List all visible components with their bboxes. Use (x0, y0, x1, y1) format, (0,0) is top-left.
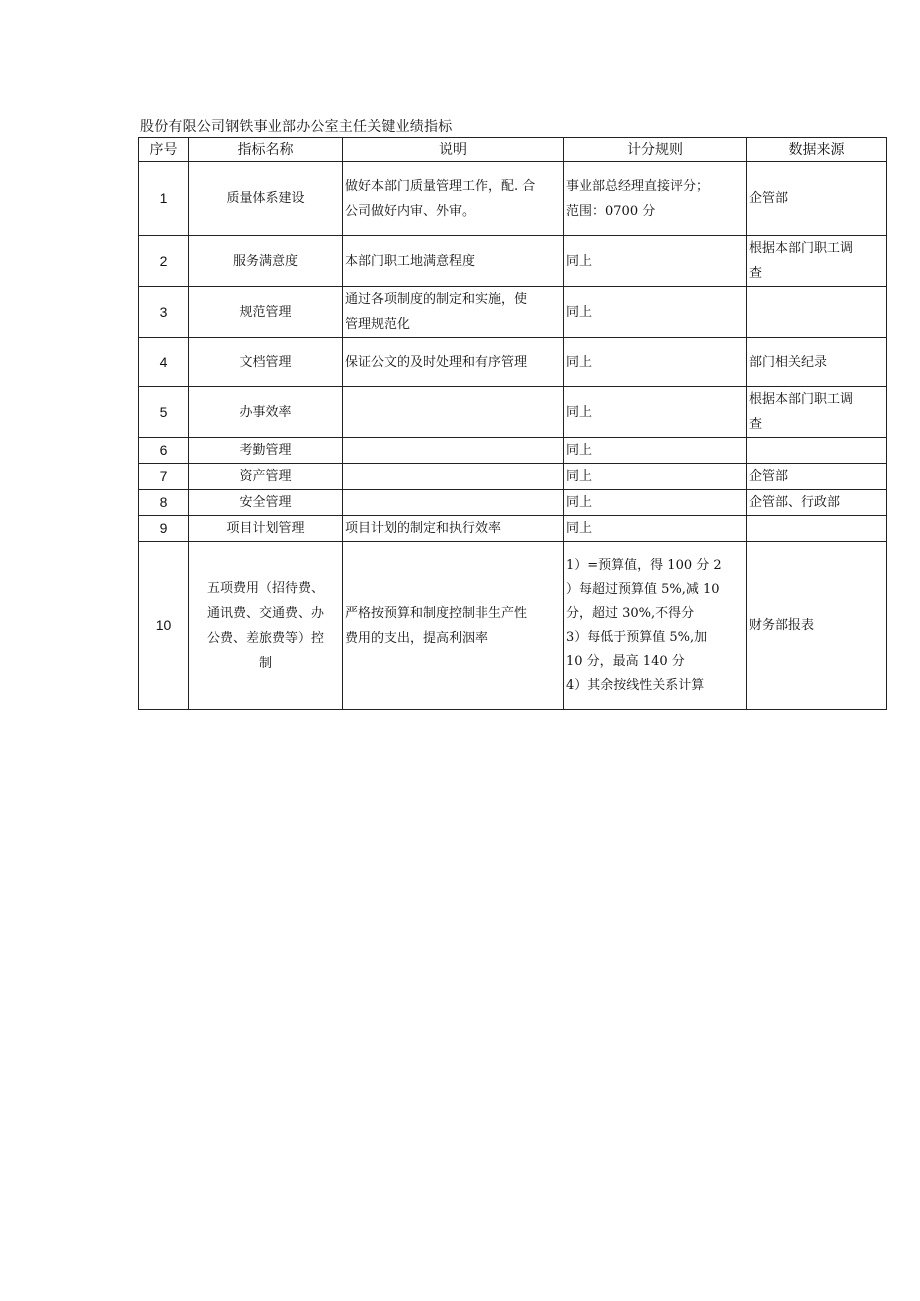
description-line: 公司做好内审、外审。 (345, 203, 476, 219)
source-line: 查 (749, 417, 763, 432)
data-source (747, 516, 887, 542)
row-number: 8 (139, 490, 189, 516)
rule-line: 事业部总经理直接评分； (566, 178, 710, 194)
data-source (747, 338, 887, 387)
scoring-rule (564, 162, 747, 236)
source-line: 根据本部门职工调 (749, 241, 854, 256)
indicator-name: 考勤管理 (189, 438, 343, 464)
row-number: 2 (139, 236, 189, 287)
name-line: 五项费用（招待费、 (206, 580, 324, 596)
rule-line: 1）=预算值，得 100 分 2 (566, 557, 722, 573)
rule-line: 同上 (566, 495, 593, 510)
indicator-name: 资产管理 (189, 464, 343, 490)
table-row (139, 464, 887, 490)
kpi-table (138, 137, 887, 710)
page-title: 股份有限公司钢铁事业部办公室主任关键业绩指标 (140, 119, 453, 135)
scoring-rule (564, 338, 747, 387)
description-line: 本部门职工地满意程度 (345, 253, 476, 269)
rule-line: 4）其余按线性关系计算 (566, 677, 705, 693)
indicator-description (343, 162, 564, 236)
indicator-name: 项目计划管理 (189, 516, 343, 542)
indicator-description (343, 490, 564, 516)
scoring-rule (564, 387, 747, 438)
source-line: 财务部报表 (749, 618, 815, 633)
data-source (747, 490, 887, 516)
header-desc: 说明 (343, 138, 564, 162)
table-row (139, 287, 887, 338)
scoring-rule (564, 464, 747, 490)
indicator-description (343, 338, 564, 387)
description-line: 项目计划的制定和执行效率 (345, 521, 502, 536)
indicator-description (343, 287, 564, 338)
rule-line: 同上 (566, 304, 593, 320)
data-source (747, 236, 887, 287)
description-line: 管理规范化 (345, 317, 411, 332)
indicator-name: 规范管理 (189, 287, 343, 338)
indicator-description (343, 542, 564, 710)
header-name: 指标名称 (189, 138, 343, 162)
source-line: 查 (749, 266, 763, 281)
header-no: 序号 (139, 138, 189, 162)
row-number: 7 (139, 464, 189, 490)
name-line: 制 (258, 655, 272, 671)
rule-line: 同上 (566, 469, 593, 484)
rule-line: 同上 (566, 443, 593, 458)
rule-line: 10 分，最高 140 分 (566, 653, 685, 669)
table-row (139, 542, 887, 710)
rule-line: 3）每低于预算值 5%,加 (566, 629, 708, 645)
rule-line: 同上 (566, 404, 593, 420)
indicator-name: 安全管理 (189, 490, 343, 516)
table-row (139, 438, 887, 464)
row-number: 3 (139, 287, 189, 338)
table-row (139, 516, 887, 542)
source-line: 企管部 (749, 469, 789, 484)
table-row (139, 236, 887, 287)
table-row (139, 387, 887, 438)
header-source: 数据来源 (747, 138, 887, 162)
data-source (747, 464, 887, 490)
indicator-description (343, 464, 564, 490)
rule-line: ）每超过预算值 5%,减 10 (566, 581, 720, 597)
indicator-name: 服务满意度 (189, 236, 343, 287)
scoring-rule (564, 542, 747, 710)
description-line: 通过各项制度的制定和实施，使 (345, 292, 528, 307)
description-line: 保证公文的及时处理和有序管理 (345, 354, 528, 370)
row-number: 9 (139, 516, 189, 542)
source-line: 企管部、行政部 (749, 495, 841, 510)
data-source (747, 162, 887, 236)
table-header-row (139, 138, 887, 162)
row-number: 4 (139, 338, 189, 387)
source-line: 根据本部门职工调 (749, 392, 854, 407)
scoring-rule (564, 438, 747, 464)
indicator-name: 文档管理 (189, 338, 343, 387)
source-line: 企管部 (749, 191, 789, 206)
description-line: 严格按预算和制度控制非生产性 (345, 605, 528, 621)
scoring-rule (564, 236, 747, 287)
data-source (747, 438, 887, 464)
rule-line: 同上 (566, 354, 593, 370)
table-row (139, 162, 887, 236)
header-rule: 计分规则 (564, 138, 747, 162)
data-source (747, 287, 887, 338)
scoring-rule (564, 287, 747, 338)
description-line: 费用的支出，提高利洇率 (345, 630, 489, 646)
table-row (139, 338, 887, 387)
row-number: 5 (139, 387, 189, 438)
indicator-name (189, 542, 343, 710)
row-number: 1 (139, 162, 189, 236)
indicator-name: 办事效率 (189, 387, 343, 438)
indicator-description (343, 387, 564, 438)
scoring-rule (564, 490, 747, 516)
source-line: 部门相关纪录 (749, 354, 828, 370)
rule-line: 同上 (566, 521, 593, 536)
rule-line: 分，超过 30%,不得分 (566, 605, 695, 621)
indicator-description (343, 438, 564, 464)
data-source (747, 542, 887, 710)
scoring-rule (564, 516, 747, 542)
name-line: 通讯费、交通费、办 (206, 605, 324, 621)
rule-line: 范围：0700 分 (566, 203, 656, 219)
row-number: 10 (139, 542, 189, 710)
data-source (747, 387, 887, 438)
row-number: 6 (139, 438, 189, 464)
name-line: 公费、差旅费等）控 (206, 630, 324, 646)
indicator-description (343, 236, 564, 287)
table-row (139, 490, 887, 516)
indicator-description (343, 516, 564, 542)
rule-line: 同上 (566, 253, 593, 269)
indicator-name: 质量体系建设 (189, 162, 343, 236)
description-line: 做好本部门质量管理工作，配. 合 (345, 178, 536, 194)
